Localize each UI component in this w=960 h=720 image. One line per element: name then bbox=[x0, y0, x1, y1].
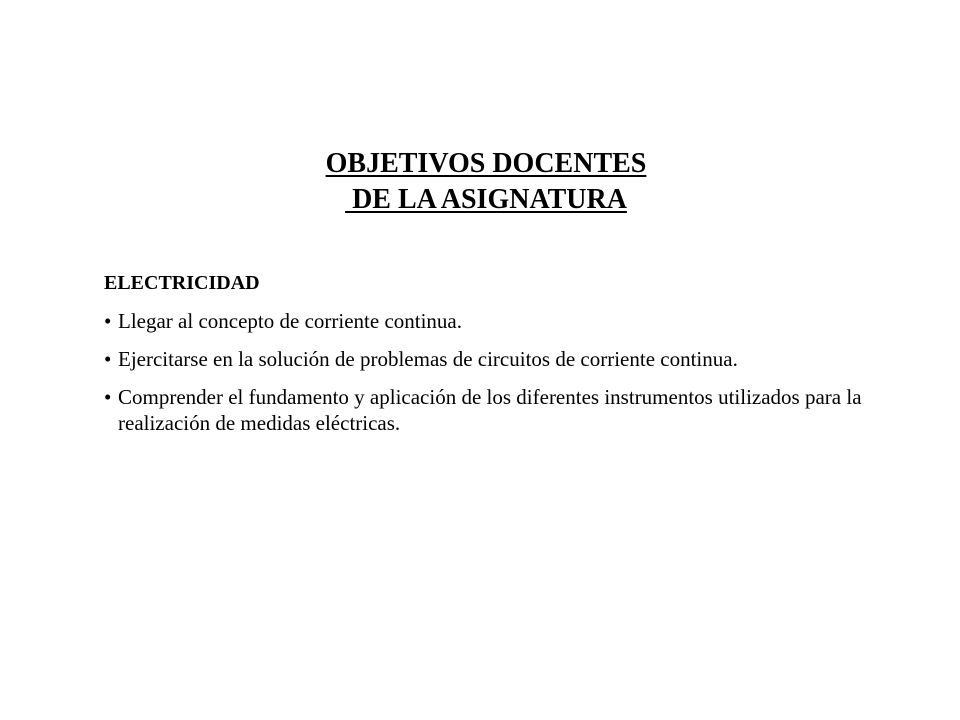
title-line-2: DE LA ASIGNATURA bbox=[345, 184, 627, 215]
objective-item-3 bbox=[104, 384, 904, 436]
objective-text-1: Llegar al concepto de corriente continua. bbox=[118, 309, 462, 333]
objective-text-3: Comprender el fundamento y aplicación de los diferentes instrumentos utilizados para la realización de medidas eléctricas. bbox=[118, 385, 862, 435]
bullet-icon: • bbox=[104, 309, 112, 333]
bullet-icon: • bbox=[104, 385, 112, 409]
electricidad-section bbox=[104, 268, 904, 448]
slide-title bbox=[0, 146, 960, 218]
title-line-1: OBJETIVOS DOCENTES bbox=[325, 148, 647, 179]
section-heading: ELECTRICIDAD bbox=[104, 272, 260, 294]
objective-item-1 bbox=[104, 308, 904, 334]
objectives-list bbox=[104, 308, 904, 436]
objective-text-2: Ejercitarse en la solución de problemas de circuitos de corriente continua. bbox=[118, 347, 738, 371]
bullet-icon: • bbox=[104, 347, 112, 371]
objective-item-2 bbox=[104, 346, 904, 372]
